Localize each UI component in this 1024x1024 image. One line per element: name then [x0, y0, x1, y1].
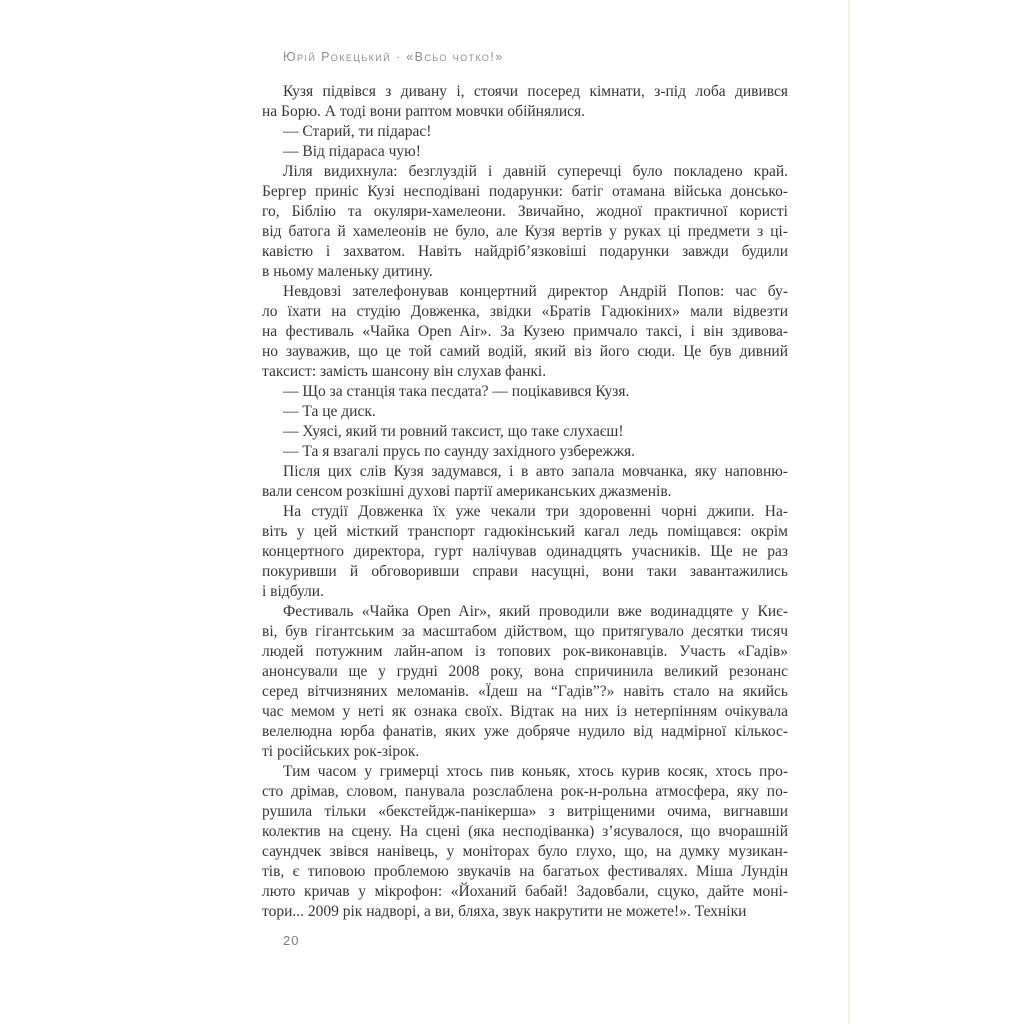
text-line: Фестиваль «Чайка Open Air», який проводили вже водинадцяте у Киє- [283, 603, 788, 620]
text-line: Після цих слів Кузя задумався, і в авто запала мовчанка, яку наповню- [283, 463, 788, 480]
text-line: вали сенсом розкішні духові партії американських джазменів. [262, 483, 672, 500]
text-line: покуривши й обговоривши справи насущні, вони таки завантажились [262, 563, 788, 580]
body-paragraph [262, 402, 788, 422]
text-line: тів, є типовою проблемою звукачів на багатьох фестивалях. Міша Лундін [262, 863, 788, 880]
page-number: 20 [283, 933, 300, 948]
text-line: — Старий, ти підарас! [283, 123, 432, 140]
text-line: тори... 2009 рік надворі, а ви, бляха, звук накрутити не можете!». Техніки [262, 903, 747, 920]
text-line: люто кричав у мікрофон: «Йоханий бабай! Задовбали, сцуко, дайте моні- [262, 883, 788, 900]
text-line: но зауважив, що це той самий водій, який віз його сюди. Це був дивний [262, 343, 788, 360]
text-line: Невдовзі зателефонував концертний директор Андрій Попов: час бу- [283, 283, 788, 300]
text-line: людей потужним лайн-апом із топових рок-виконавців. Участь «Гадів» [262, 643, 788, 660]
text-line: віть у цей місткий транспорт гадюкінський кагал ледь поміщався: окрім [262, 523, 788, 540]
text-line: час мемом у неті як ознака своїх. Відтак на них із нетерпінням очікувала [262, 703, 788, 720]
page-body [262, 82, 788, 922]
body-paragraph [262, 502, 788, 602]
body-paragraph [262, 422, 788, 442]
running-header: Юрій Рокецький · «Всьо чотко!» [283, 50, 504, 64]
body-paragraph [262, 122, 788, 142]
body-paragraph [262, 602, 788, 762]
body-paragraph [262, 382, 788, 402]
text-line: го, Біблію та окуляри-хамелеони. Звичайно, жодної практичної користі [262, 203, 788, 220]
body-paragraph [262, 762, 788, 922]
text-line: серед вітчизняних меломанів. «Їдеш на “Гадів”?» навіть стало на якийсь [262, 683, 788, 700]
text-line: на фестиваль «Чайка Open Air». За Кузею примчало таксі, і він здивова- [262, 323, 788, 340]
page-edge-divider [848, 0, 850, 1024]
text-line: сто дрімав, словом, панувала розслаблена рок-н-рольна атмосфера, яку по- [262, 783, 788, 800]
text-line: — Та це диск. [283, 403, 376, 420]
text-line: таксист: замість шансону він слухав фанкі. [262, 363, 547, 380]
text-line: — Від підараса чую! [283, 143, 421, 160]
text-line: саундчек звівся нанівець, у моніторах було глухо, що, на думку музикан- [262, 843, 788, 860]
text-line: на Борю. А тоді вони раптом мовчки обійнялися. [262, 103, 586, 120]
body-paragraph [262, 82, 788, 122]
text-line: колектив на сцену. На сцені (яка несподіванка) з’ясувалося, що вчорашній [262, 823, 788, 840]
text-line: анонсували ще у грудні 2008 року, вона спричинила великий резонанс [262, 663, 788, 680]
text-line: ві, був гігантським за масштабом дійством, що притягувало десятки тисяч [262, 623, 788, 640]
body-paragraph [262, 462, 788, 502]
text-line: ло їхати на студію Довженка, звідки «Братів Гадюкіних» мали відвезти [262, 303, 788, 320]
text-line: від батога й хамелеонів не було, але Кузя вертів у руках ці предмети з ці- [262, 223, 788, 240]
body-paragraph [262, 442, 788, 462]
body-paragraph [262, 162, 788, 282]
text-line: Бергер приніс Кузі несподівані подарунки: батіг отамана війська донсько- [262, 183, 788, 200]
body-paragraph [262, 142, 788, 162]
text-line: концертного директора, гурт налічував одинадцять учасників. Ще не раз [262, 543, 788, 560]
text-line: кавістю і захватом. Навіть найдріб’язковіші подарунки завжди будили [262, 243, 788, 260]
text-line: в ньому маленьку дитину. [262, 263, 433, 280]
text-line: На студії Довженка їх уже чекали три здоровенні чорні джипи. На- [283, 503, 788, 520]
body-paragraph [262, 282, 788, 382]
text-line: Ліля видихнула: безглуздій і давній суперечці було покладено край. [283, 163, 788, 180]
text-line: — Та я взагалі прусь по саунду західного узбережжя. [283, 443, 635, 460]
text-line: і відбули. [262, 583, 324, 600]
text-line: рушила тільки «бекстейдж-панікерша» з витріщеними очима, вигнавши [262, 803, 788, 820]
text-line: Кузя підвівся з дивану і, стоячи посеред кімнати, з-під лоба дивився [283, 83, 788, 100]
text-line: Тим часом у гримерці хтось пив коньяк, хтось курив косяк, хтось про- [283, 763, 788, 780]
text-line: велелюдна юрба фанатів, яких уже добряче нудило від надмірної кількос- [262, 723, 788, 740]
text-line: — Хуясі, який ти ровний таксист, що таке слухаєш! [283, 423, 624, 440]
text-line: ті російських рок-зірок. [262, 743, 420, 760]
text-line: — Що за станція така песдата? — поцікавився Кузя. [283, 383, 630, 400]
